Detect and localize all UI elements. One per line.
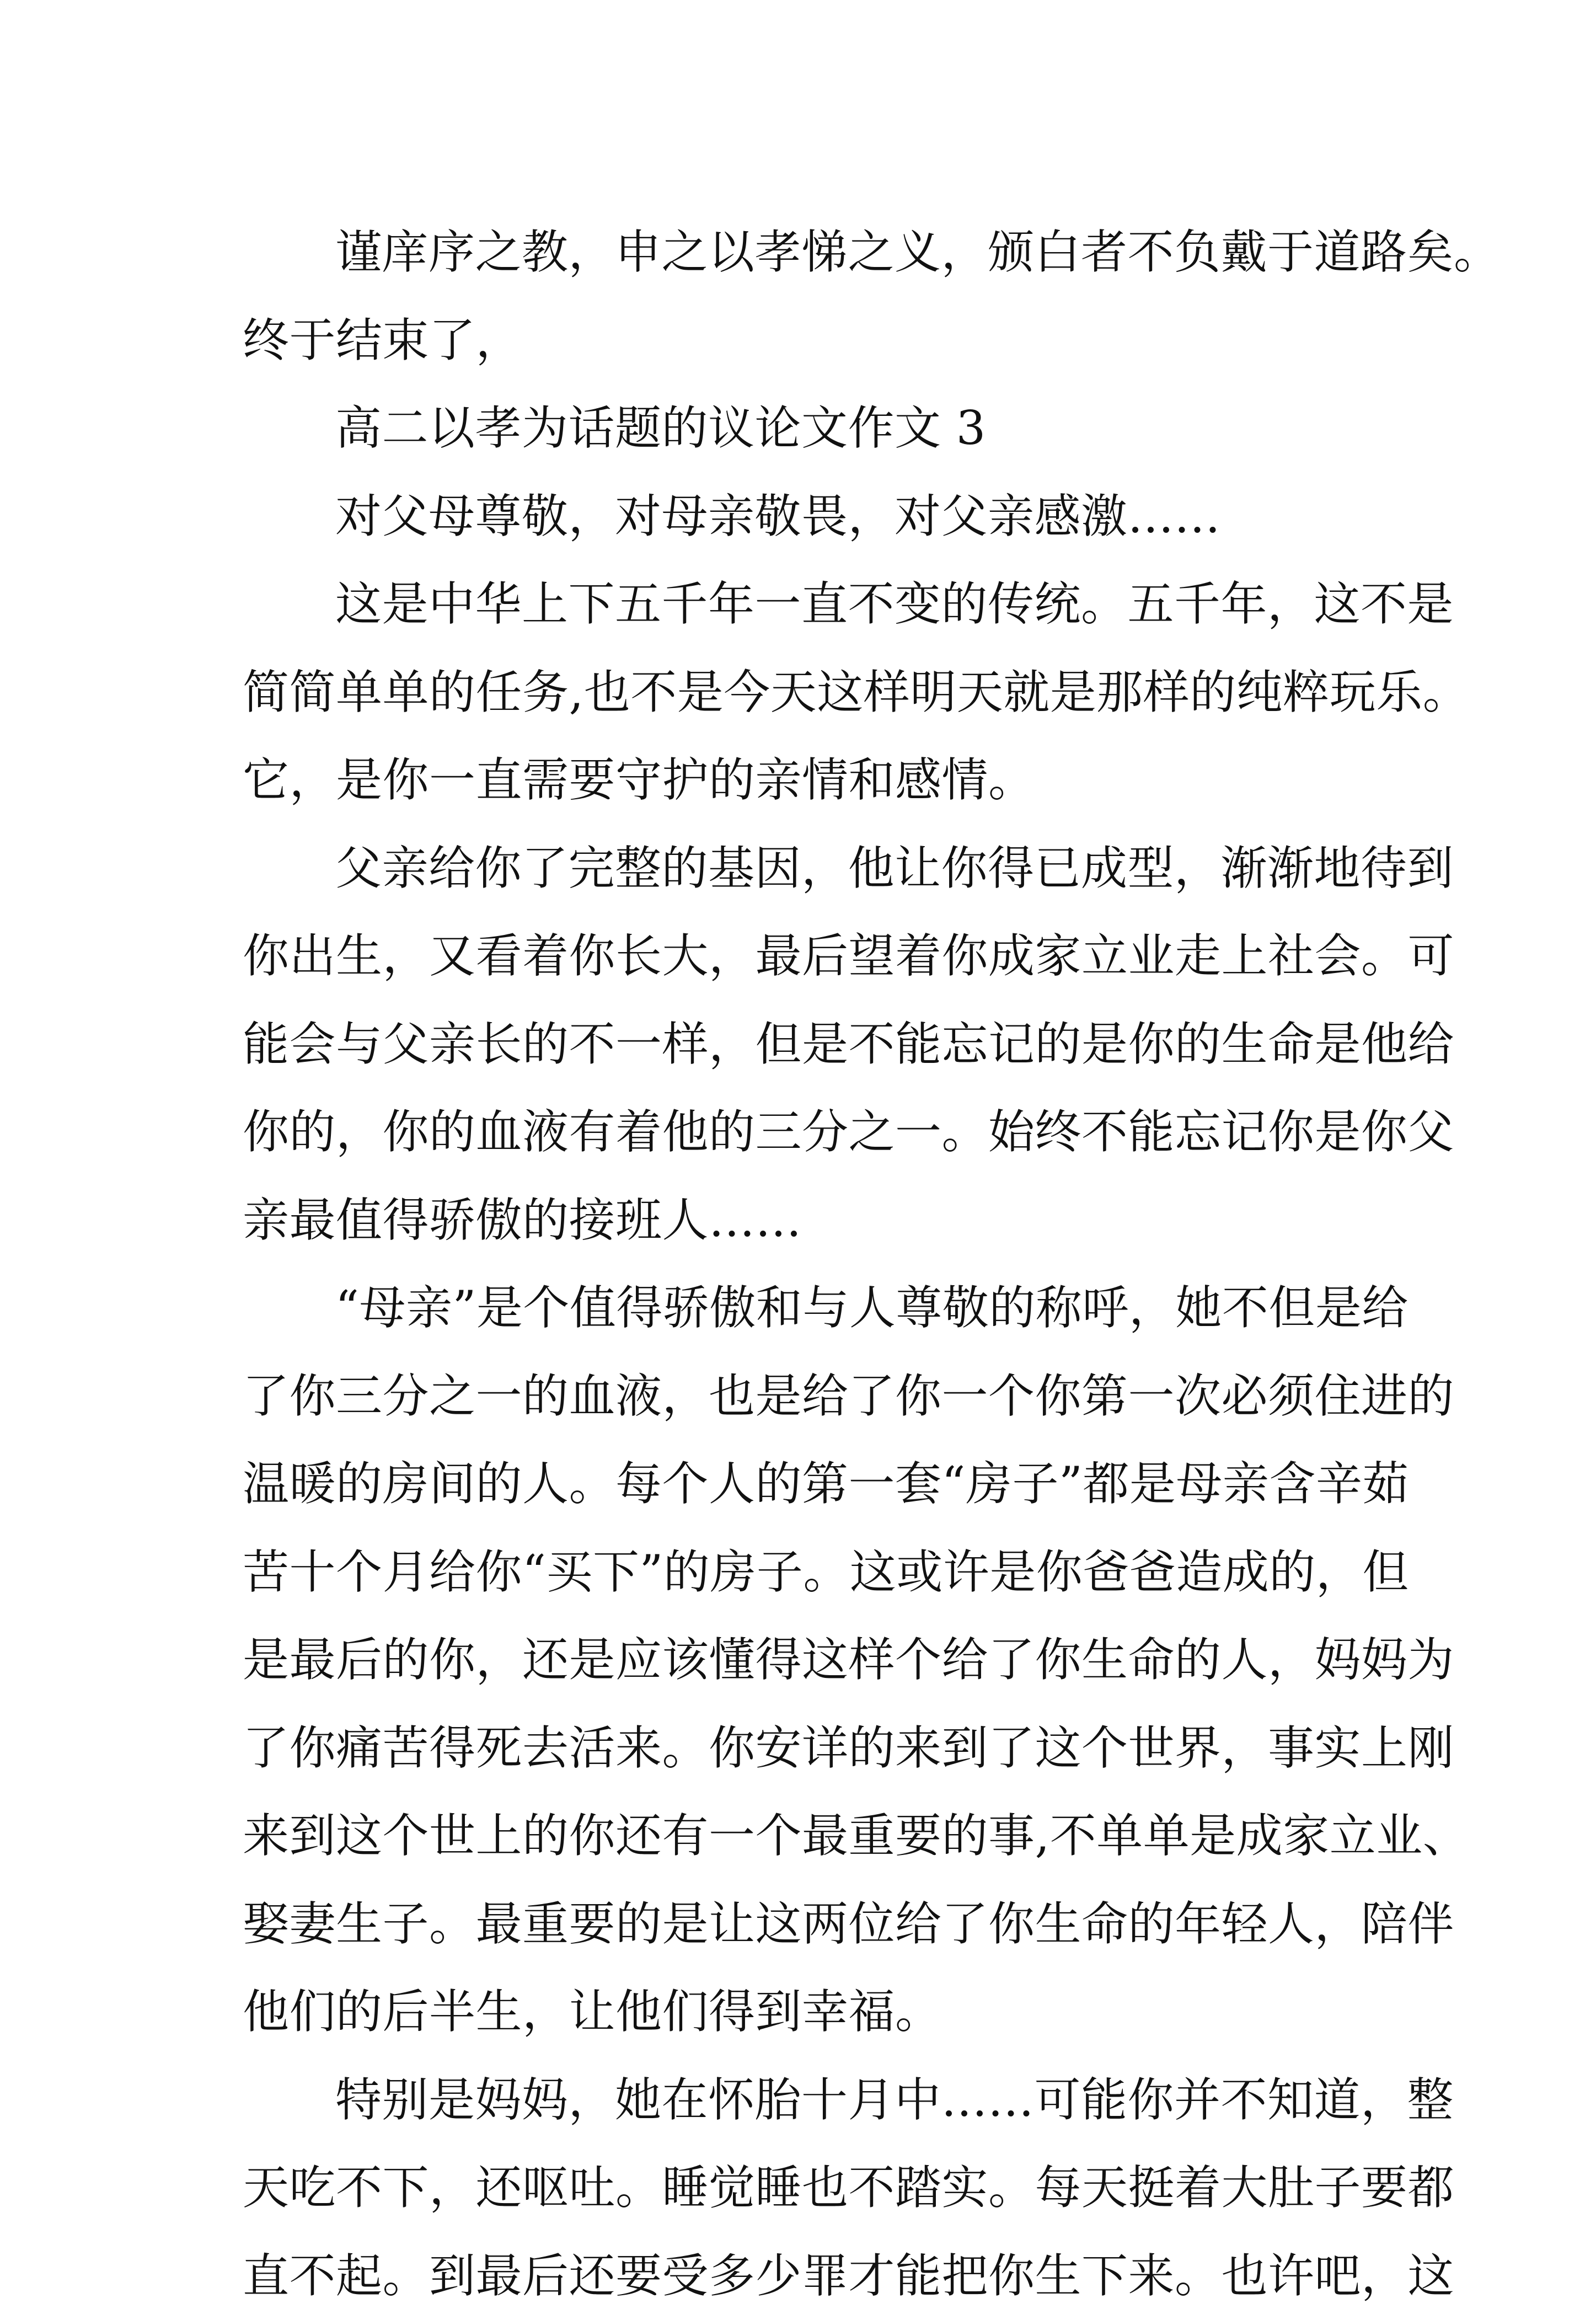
text-line: 这是中华上下五千年一直不变的传统。五千年，这不是	[243, 560, 1362, 649]
text-line: 父亲给你了完整的基因，他让你得已成型，渐渐地待到	[243, 825, 1362, 913]
text-line: 对父母尊敬，对母亲敬畏，对父亲感激……	[243, 473, 1362, 561]
document-body	[243, 209, 1362, 2320]
section-heading: 高二以孝为话题的议论文作文 3	[243, 384, 1362, 473]
text-line: 终于结束了，	[243, 297, 1362, 385]
text-line: “母亲”是个值得骄傲和与人尊敬的称呼，她不但是给	[243, 1264, 1362, 1353]
text-line: 苦十个月给你“买下”的房子。这或许是你爸爸造成的，但	[243, 1528, 1362, 1617]
text-line: 来到这个世上的你还有一个最重要的事,不单单是成家立业、	[243, 1792, 1362, 1880]
text-line: 他们的后半生，让他们得到幸福。	[243, 1968, 1362, 2056]
text-line: 你的，你的血液有着他的三分之一。始终不能忘记你是你父	[243, 1088, 1362, 1177]
text-line: 亲最值得骄傲的接班人……	[243, 1177, 1362, 1265]
text-line: 天吃不下，还呕吐。睡觉睡也不踏实。每天挺着大肚子要都	[243, 2144, 1362, 2232]
text-line: 能会与父亲长的不一样，但是不能忘记的是你的生命是他给	[243, 1001, 1362, 1089]
text-line: 你出生，又看着你长大，最后望着你成家立业走上社会。可	[243, 912, 1362, 1001]
text-line: 了你痛苦得死去活来。你安详的来到了这个世界，事实上刚	[243, 1704, 1362, 1793]
text-line: 简简单单的任务,也不是今天这样明天就是那样的纯粹玩乐。	[243, 649, 1362, 737]
text-line: 直不起。到最后还要受多少罪才能把你生下来。也许吧，这	[243, 2232, 1362, 2320]
text-line: 特别是妈妈，她在怀胎十月中……可能你并不知道，整	[243, 2056, 1362, 2145]
text-line: 谨庠序之教，申之以孝悌之义，颁白者不负戴于道路矣。	[243, 209, 1362, 297]
text-line: 温暖的房间的人。每个人的第一套“房子”都是母亲含辛茹	[243, 1440, 1362, 1528]
text-line: 它，是你一直需要守护的亲情和感情。	[243, 736, 1362, 825]
text-line: 了你三分之一的血液，也是给了你一个你第一次必须住进的	[243, 1353, 1362, 1441]
text-line: 是最后的你，还是应该懂得这样个给了你生命的人，妈妈为	[243, 1616, 1362, 1704]
text-line: 娶妻生子。最重要的是让这两位给了你生命的年轻人，陪伴	[243, 1880, 1362, 1969]
